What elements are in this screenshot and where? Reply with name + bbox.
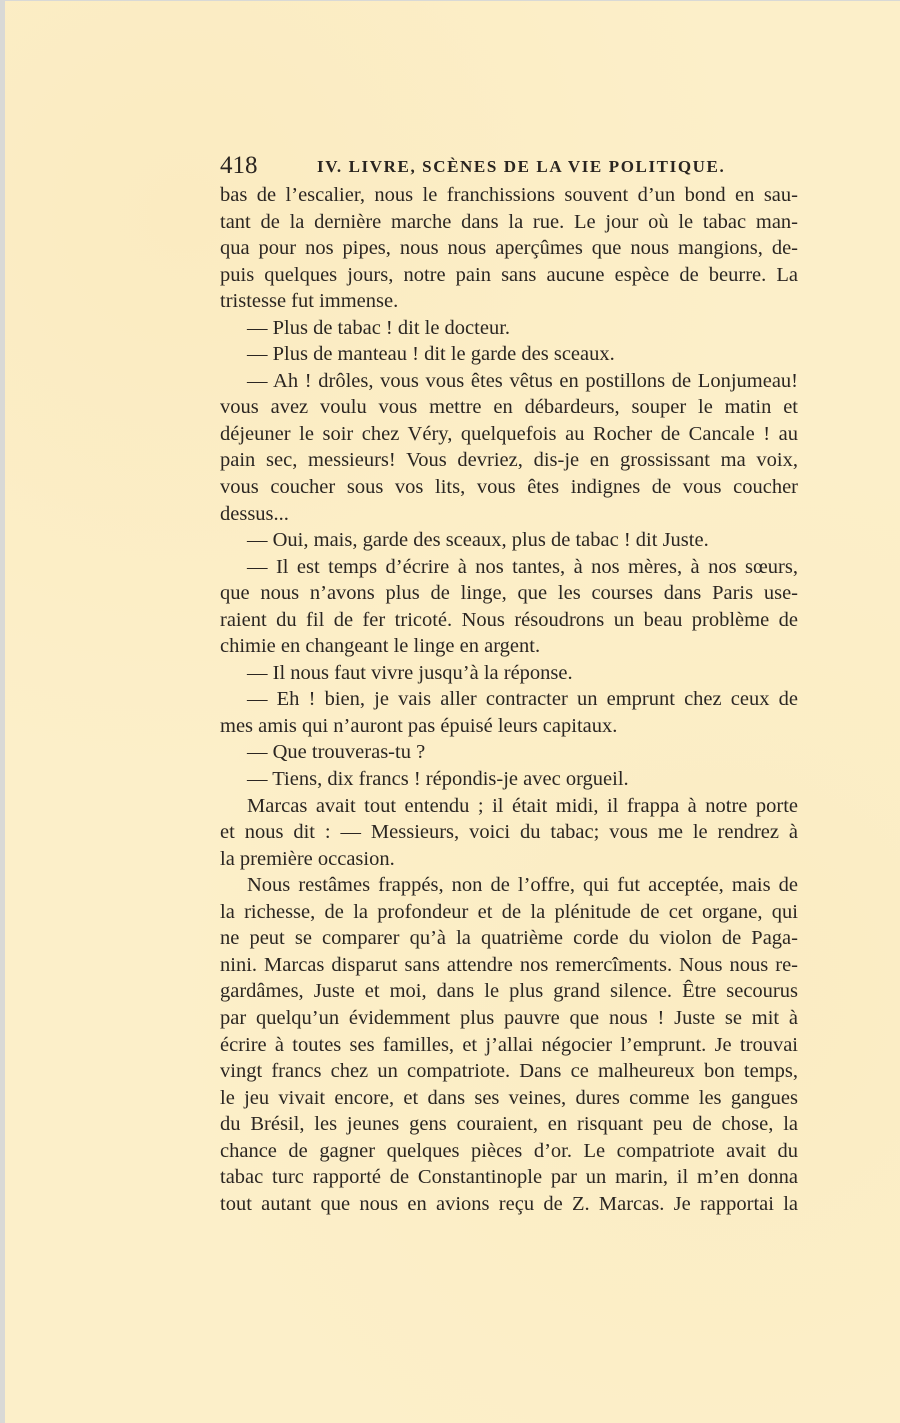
text-line: — Il est temps d’écrire à nos tantes, à nos mères, à nos sœurs, [247, 555, 798, 578]
text-line: tout autant que nous en avions reçu de Z. Marcas. Je rapportai la [220, 1192, 798, 1215]
text-line: qua pour nos pipes, nous nous aperçûmes que nous mangions, de- [220, 237, 798, 260]
text-line: vingt francs chez un compatriote. Dans ce malheureux bon temps, [220, 1060, 798, 1083]
text-line: par quelqu’un évidemment plus pauvre que nous ! Juste se mit à [220, 1006, 798, 1029]
text-line: gardâmes, Juste et moi, dans le plus grand silence. Être secourus [220, 980, 798, 1003]
text-line: écrire à toutes ses familles, et j’allai négocier l’emprunt. Je trouvai [220, 1033, 798, 1056]
text-line: tabac turc rapporté de Constantinople par un marin, il m’en donna [220, 1166, 798, 1189]
book-page [5, 1, 900, 1423]
page-number: 418 [220, 152, 258, 179]
text-line: vous avez voulu vous mettre en débardeurs, souper le matin et [220, 396, 798, 419]
text-line: tristesse fut immense. [220, 290, 399, 313]
text-line: Marcas avait tout entendu ; il était midi, il frappa à notre porte [247, 794, 798, 817]
text-line: tant de la dernière marche dans la rue. Le jour où le tabac man- [220, 210, 798, 233]
running-title: IV. LIVRE, SCÈNES DE LA VIE POLITIQUE. [317, 157, 726, 176]
text-line: dessus... [220, 502, 289, 525]
text-line: — Il nous faut vivre jusqu’à la réponse. [247, 661, 573, 684]
text-line: pain sec, messieurs! Vous devriez, dis-je en grossissant ma voix, [220, 449, 798, 472]
text-line: — Tiens, dix francs ! répondis-je avec orgueil. [247, 768, 629, 791]
text-line: — Plus de tabac ! dit le docteur. [247, 316, 511, 339]
text-line: — Eh ! bien, je vais aller contracter un emprunt chez ceux de [247, 688, 798, 711]
text-line: chimie en changeant le linge en argent. [220, 635, 541, 658]
body-text [220, 182, 798, 1217]
text-line: — Ah ! drôles, vous vous êtes vêtus en postillons de Lonjumeau! [247, 369, 798, 392]
text-line: chance de gagner quelques pièces d’or. Le compatriote avait du [220, 1139, 798, 1162]
text-line: nini. Marcas disparut sans attendre nos remercîments. Nous nous re- [220, 953, 798, 976]
text-line: — Plus de manteau ! dit le garde des sceaux. [247, 343, 615, 366]
text-line: bas de l’escalier, nous le franchissions souvent d’un bond en sau- [220, 184, 798, 206]
text-line: le jeu vivait encore, et dans ses veines, dures comme les gangues [220, 1086, 798, 1109]
text-line: que nous n’avons plus de linge, que les courses dans Paris use- [220, 582, 798, 605]
text-line: ne peut se comparer qu’à la quatrième corde du violon de Paga- [220, 927, 798, 950]
text-line: vous coucher sous vos lits, vous êtes indignes de vous coucher [220, 476, 798, 499]
text-line: mes amis qui n’auront pas épuisé leurs capitaux. [220, 714, 618, 737]
text-line: — Que trouveras-tu ? [247, 741, 426, 764]
text-line: et nous dit : — Messieurs, voici du tabac; vous me le rendrez à [220, 821, 798, 844]
text-line: la richesse, de la profondeur et de la plénitude de cet organe, qui [220, 900, 798, 923]
text-line: — Oui, mais, garde des sceaux, plus de tabac ! dit Juste. [247, 529, 709, 552]
text-line: raient du fil de fer tricoté. Nous résoudrons un beau problème de [220, 608, 798, 631]
text-line: Nous restâmes frappés, non de l’offre, qui fut acceptée, mais de [247, 874, 798, 897]
text-line: puis quelques jours, notre pain sans aucune espèce de beurre. La [220, 263, 798, 286]
text-line: la première occasion. [220, 847, 395, 870]
text-line: du Brésil, les jeunes gens couraient, en risquant peu de chose, la [220, 1113, 798, 1136]
text-line: déjeuner le soir chez Véry, quelquefois au Rocher de Cancale ! au [220, 422, 798, 445]
page-header [220, 151, 800, 181]
